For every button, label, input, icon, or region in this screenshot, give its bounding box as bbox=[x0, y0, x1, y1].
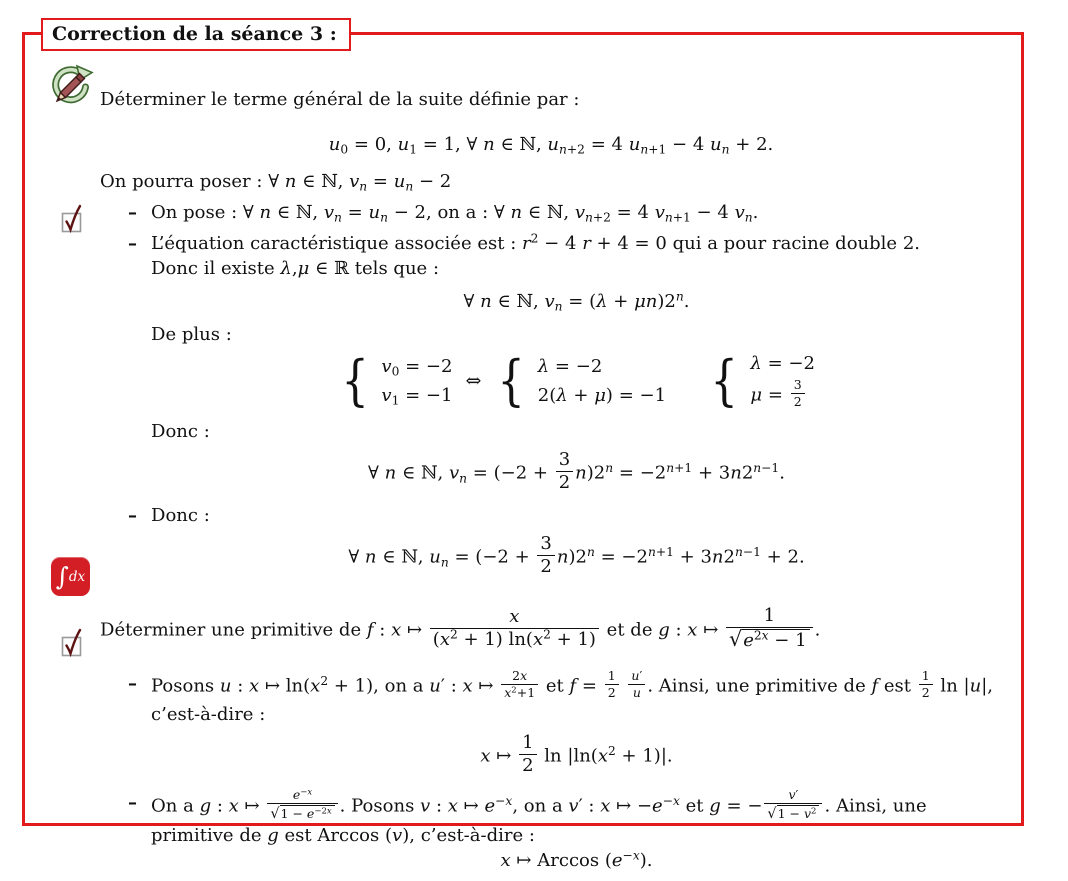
problem1-solution-list bbox=[100, 200, 1002, 580]
problem1-statement: Déterminer le terme général de la suite défnie par : bbox=[100, 89, 580, 110]
integral-icon-label: ∫ dx bbox=[55, 562, 86, 591]
f-primitive-equation: x ↦ $\frac{1}{2}$ $\ln |\ln(x^2 + 1)|$. bbox=[480, 731, 673, 777]
item-dash: – bbox=[128, 505, 137, 527]
item-dash: – bbox=[128, 672, 137, 694]
problem1-hint: On pourra poser : ∀ n ∈ ℕ, $v_n = u_n - 2$ bbox=[100, 171, 452, 194]
donc-label: Donc : bbox=[151, 421, 210, 442]
solution-step: Donc il existe λ,μ ∈ ℝ tels que : bbox=[151, 258, 440, 279]
correction-frame bbox=[22, 23, 1024, 872]
solution-step: On pose : ∀ n ∈ ℕ, $v_n = u_n - 2$, on a : ∀ n ∈ ℕ, $v_{n+2} = 4$ $v_{n+1} - 4$ $v_n$. bbox=[151, 202, 759, 225]
section-title: Correction de la séance 3 : bbox=[52, 23, 337, 45]
item-dash: – bbox=[128, 202, 137, 223]
checked-checkbox-icon bbox=[59, 203, 86, 234]
equivalence-arrow: ⇔ bbox=[465, 369, 482, 392]
list-item bbox=[100, 667, 1002, 778]
problem1-definition-equation: $u_0 = 0$, $u_1 = 1$, ∀ n ∈ ℕ, $u_{n+2} = 4$ $u_{n+1} - 4$ $u_n + 2$. bbox=[328, 134, 774, 157]
vn-closed-form-equation: ∀ n ∈ ℕ, $v_n = (-2$ + $\frac{3}{2}$ $n)2^n = -2^{n+1} + 3n2^{n-1}$. bbox=[368, 449, 785, 494]
system-row: $v_0 = -2$ bbox=[381, 356, 453, 379]
system-lambda-mu: { λ = −2 2(λ + μ) = −1 bbox=[497, 349, 667, 412]
integral-icon bbox=[51, 557, 90, 596]
system-row: λ = −2 bbox=[750, 353, 815, 374]
equation-systems bbox=[151, 351, 1002, 411]
item-dash: – bbox=[128, 792, 137, 814]
system-row: μ = $\frac{3}{2}$ bbox=[750, 380, 815, 411]
checked-checkbox-icon bbox=[59, 627, 86, 658]
system-row: λ = −2 bbox=[537, 356, 603, 377]
section-title-box bbox=[41, 18, 351, 51]
donc-label: Donc : bbox=[151, 505, 210, 527]
solution-step: L’équation caractéristique associée est : $r^2 - 4$ r + 4 = 0 qui a pour racine double 2. bbox=[151, 231, 920, 254]
list-item bbox=[100, 503, 1002, 579]
list-item bbox=[100, 231, 1002, 495]
vn-general-equation: ∀ n ∈ ℕ, $v_n = (\lambda + \mu n)2^n$. bbox=[463, 289, 690, 314]
de-plus-label: De plus : bbox=[151, 324, 232, 345]
un-closed-form-equation: ∀ n ∈ ℕ, $u_n = (-2$ + $\frac{3}{2}$ $n)2^n = -2^{n+1} + 3n2^{n-1} + 2$. bbox=[348, 533, 805, 578]
document-content bbox=[100, 65, 1002, 881]
exercise-pencil-icon bbox=[49, 63, 95, 109]
system-row: 2(λ + μ) = −1 bbox=[537, 385, 667, 406]
item-dash: – bbox=[128, 233, 137, 254]
solution-step: Posons u : x ↦ $\ln(x^2 + 1)$, on a u′ : x ↦ $\frac{2x}{x^2+1}$ et f = $\frac{1}{2}$ $\frac{u'}{u}$ . Ainsi, une primitive de f est $\frac{1}{2}$ ln |u|, c’est-à-dire : bbox=[151, 667, 993, 725]
list-item bbox=[100, 200, 1002, 225]
solution-step: On a g : x ↦ $\frac{e^{-x}}{√1 - e^{-2x}}$ . Posons v : x ↦ $e^{-x}$, on a v′ : x ↦ $-e^{-x}$ et g = − $\frac{v'}{√1 - v^2}$ . Ainsi, une primitive de g est Arccos (v), c’est-à-dire : bbox=[151, 787, 927, 847]
g-primitive-equation: x ↦ Arccos $(e^{-x})$. bbox=[500, 848, 653, 872]
system-solution: { λ = −2 μ = $\frac{3}{2}$ bbox=[710, 349, 815, 412]
problem2-solution-list bbox=[100, 667, 1002, 873]
problem2-statement: Déterminer une primitive de f : x ↦ $\frac{x}{(x^2 + 1) \ln(x^2 + 1)}$ et de g : x ↦ $\frac{1}{√e^{2x} - 1}$ . bbox=[100, 604, 821, 651]
list-item bbox=[100, 787, 1002, 873]
system-initial-conditions: { $v_0 = -2$ $v_1 = -1$ bbox=[341, 349, 453, 412]
system-row: $v_1 = -1$ bbox=[381, 385, 453, 408]
